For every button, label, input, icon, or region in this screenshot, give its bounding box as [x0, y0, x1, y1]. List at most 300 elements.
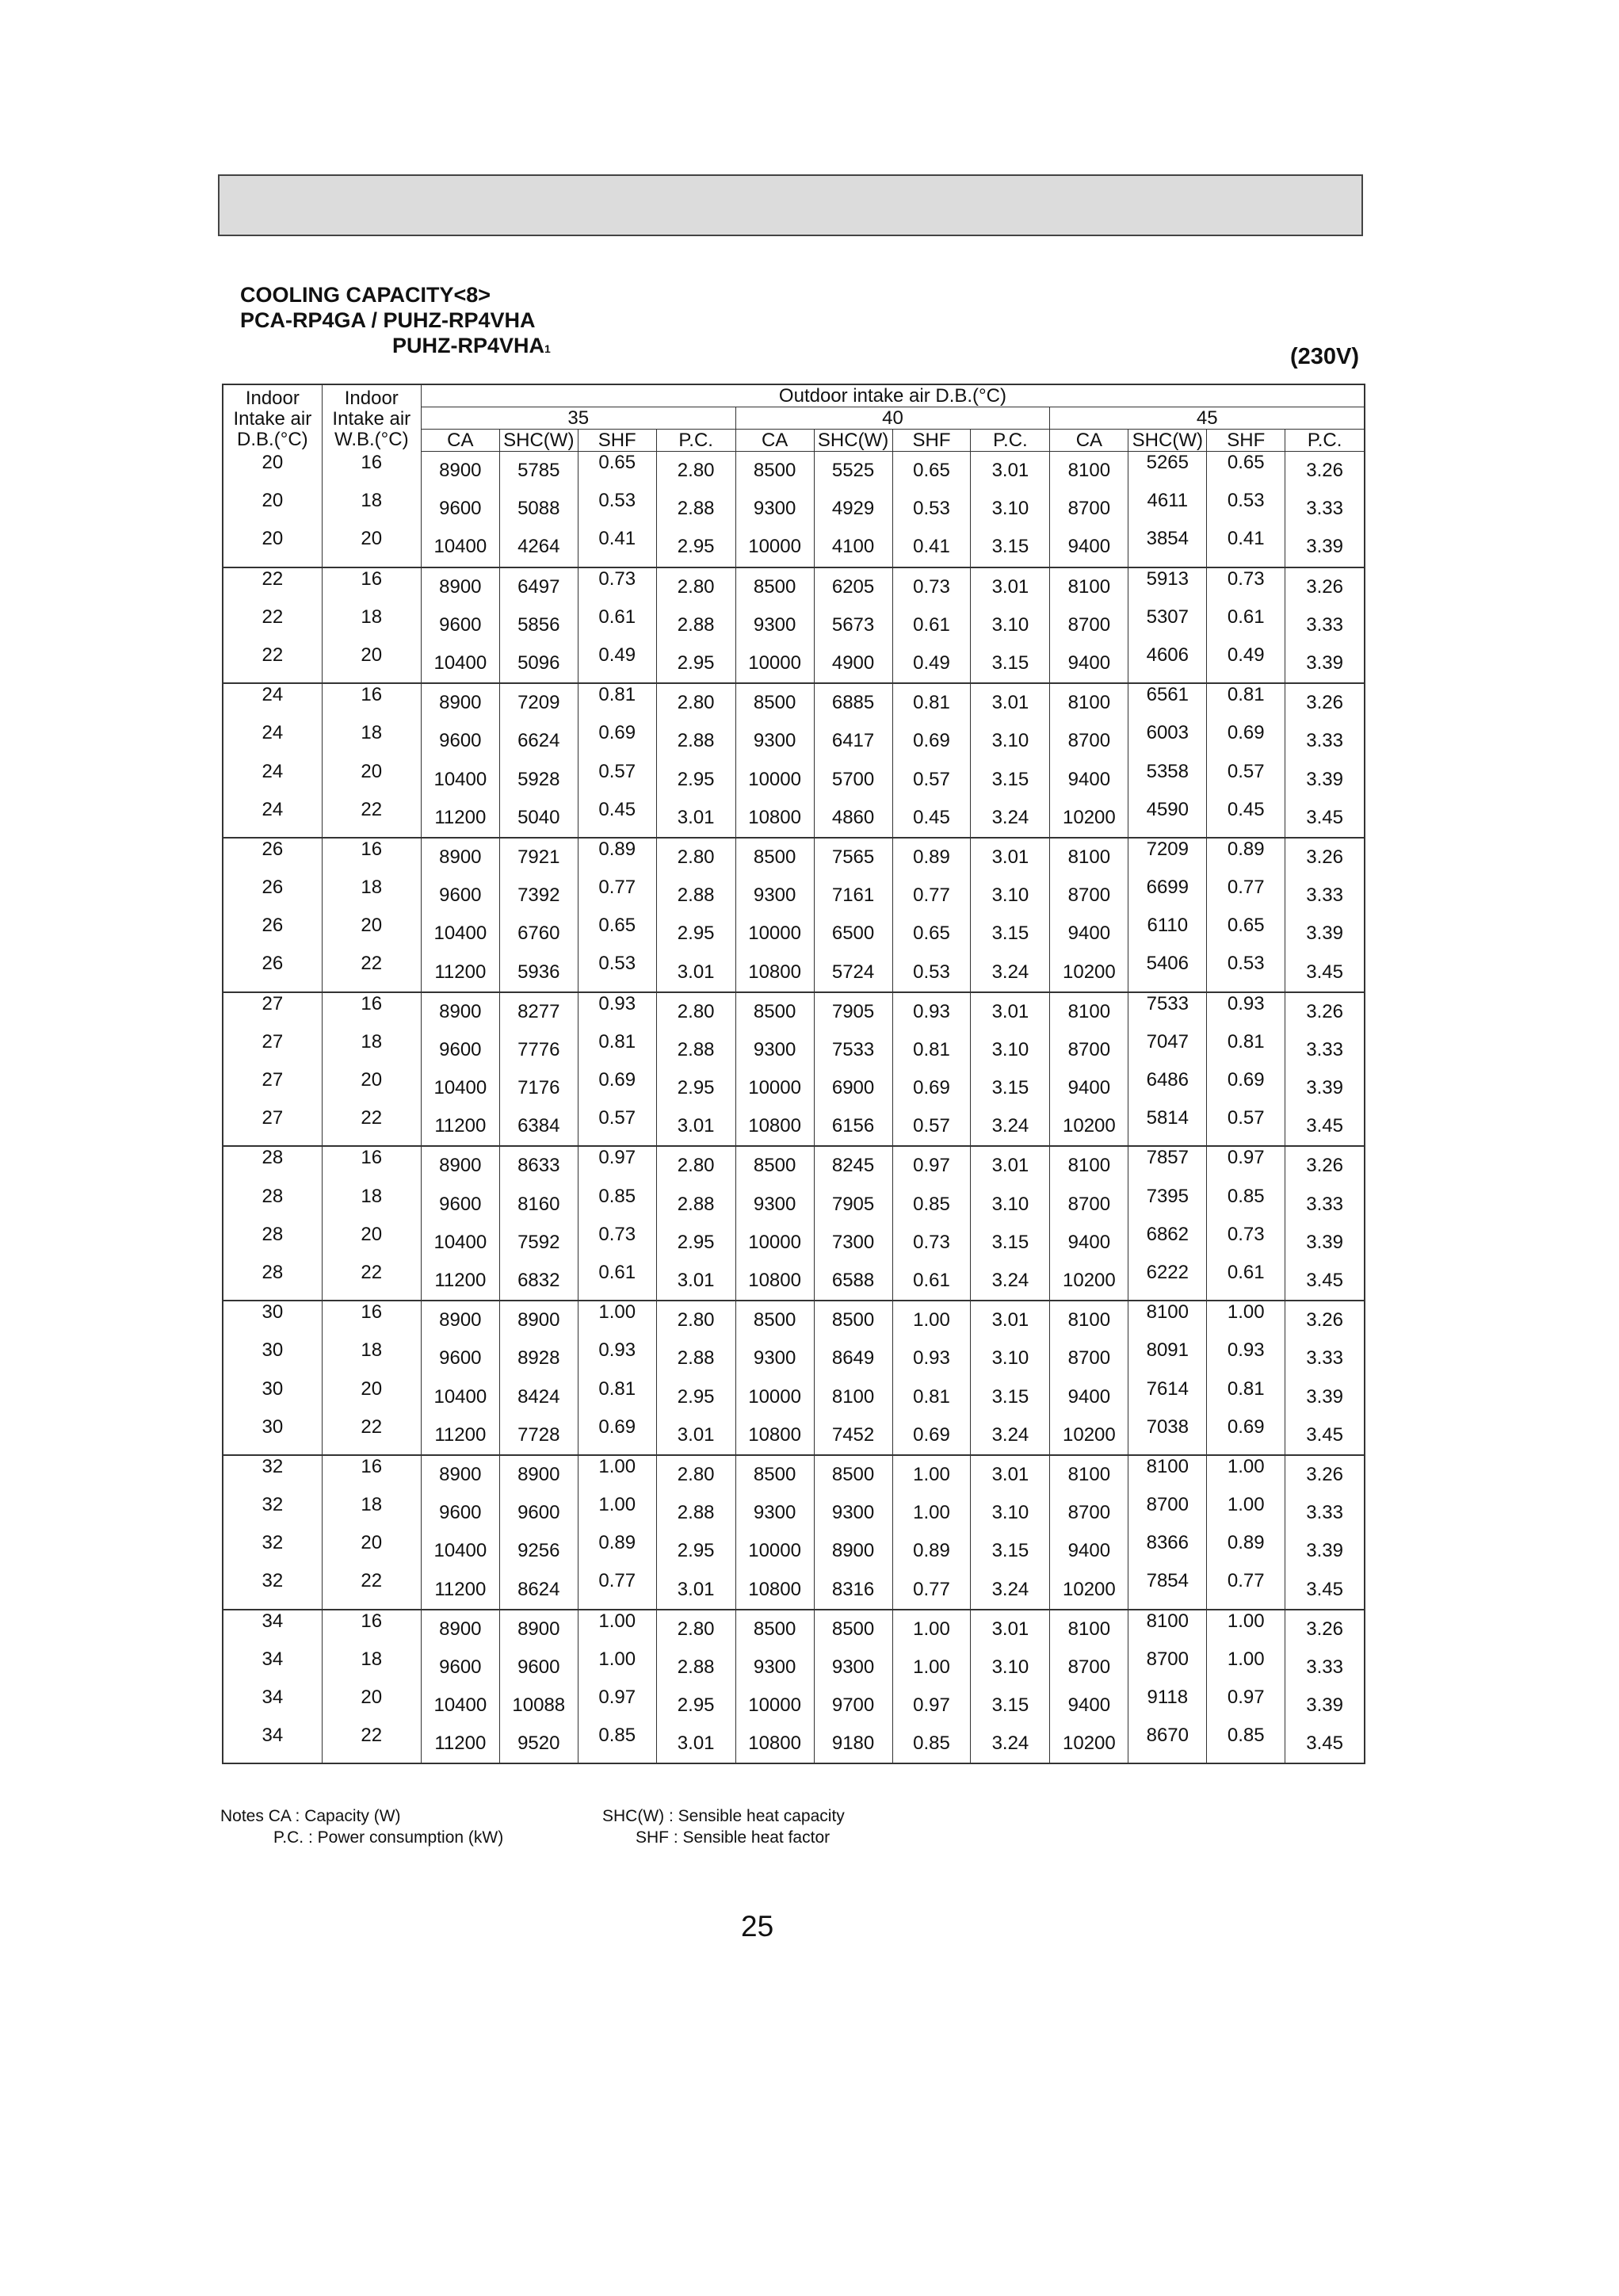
table-row [223, 1725, 1365, 1763]
table-cell: 11200 [421, 1107, 499, 1146]
table-cell: 8100 [1050, 683, 1128, 722]
table-cell: 5096 [499, 644, 578, 683]
table-cell: 3.24 [971, 953, 1050, 991]
table-row [223, 1570, 1365, 1609]
table-cell: 0.93 [1207, 1339, 1285, 1377]
table-cell: 0.77 [1207, 877, 1285, 915]
table-cell: 0.93 [892, 992, 971, 1031]
table-cell: 3.39 [1306, 1385, 1343, 1408]
table-cell: 20 [322, 1687, 421, 1725]
table-cell: 0.81 [1207, 1378, 1285, 1416]
header-subcolumn: SHC(W) [499, 430, 578, 452]
table-cell: 1.00 [1207, 1301, 1285, 1339]
table-cell: 6156 [814, 1107, 892, 1146]
table-cell: 10200 [1050, 799, 1128, 838]
table-cell: 0.61 [1207, 1262, 1285, 1301]
table-cell: 2.95 [656, 915, 735, 953]
table-cell: 1.00 [578, 1455, 656, 1494]
table-row [223, 1031, 1365, 1069]
table-cell: 9300 [814, 1648, 892, 1687]
table-cell: 3.26 [1306, 1309, 1343, 1331]
table-cell: 9300 [735, 606, 814, 644]
table-cell: 8900 [421, 452, 499, 491]
table-cell: 3854 [1128, 528, 1207, 567]
note-shc: SHC(W) : Sensible heat capacity [602, 1807, 845, 1825]
table-cell: 9520 [499, 1725, 578, 1763]
voltage-label: (230V) [1290, 344, 1360, 369]
table-cell: 0.57 [578, 1107, 656, 1146]
table-cell: 8700 [1050, 606, 1128, 644]
table-cell: 2.88 [656, 1648, 735, 1687]
table-row [223, 1416, 1365, 1455]
table-cell: 8700 [1050, 877, 1128, 915]
table-cell: 3.10 [971, 877, 1050, 915]
table-cell: 9400 [1050, 915, 1128, 953]
table-cell: 18 [322, 490, 421, 528]
table-cell: 0.97 [892, 1146, 971, 1185]
table-cell: 18 [322, 606, 421, 644]
table-row [223, 1494, 1365, 1532]
table-cell: 10800 [735, 799, 814, 838]
table-cell: 0.69 [892, 1069, 971, 1107]
header-subcolumn: SHC(W) [1128, 430, 1207, 452]
table-cell: 18 [322, 1339, 421, 1377]
table-cell: 9400 [1050, 1532, 1128, 1570]
table-cell: 9180 [814, 1725, 892, 1763]
table-cell: 32 [223, 1532, 322, 1570]
table-cell: 2.88 [656, 877, 735, 915]
table-cell: 16 [322, 1146, 421, 1185]
table-cell: 3.45 [1306, 1733, 1343, 1755]
table-row [223, 683, 1365, 722]
table-cell: 2.95 [656, 528, 735, 567]
table-cell: 3.10 [971, 606, 1050, 644]
table-row [223, 528, 1365, 567]
table-cell: 8100 [1050, 1146, 1128, 1185]
table-cell: 0.81 [1207, 1031, 1285, 1069]
table-cell: 8100 [814, 1378, 892, 1416]
table-cell: 3.39 [1306, 1694, 1343, 1717]
table-cell: 10000 [735, 1378, 814, 1416]
table-cell: 16 [322, 1455, 421, 1494]
table-cell: 0.97 [578, 1687, 656, 1725]
table-cell: 5700 [814, 761, 892, 799]
table-cell: 0.61 [892, 1262, 971, 1301]
table-cell: 3.33 [1306, 1038, 1343, 1060]
table-cell: 2.80 [656, 992, 735, 1031]
table-cell: 24 [223, 722, 322, 760]
header-indoor-db-line: Indoor [245, 387, 300, 409]
table-cell: 20 [322, 1378, 421, 1416]
table-cell: 9600 [421, 1648, 499, 1687]
header-banner [218, 174, 1363, 236]
table-cell: 0.65 [1207, 915, 1285, 953]
header-indoor-db-line: D.B.(°C) [237, 428, 308, 450]
table-cell: 6003 [1128, 722, 1207, 760]
table-cell: 0.81 [1207, 683, 1285, 722]
table-cell: 3.26 [1306, 1000, 1343, 1022]
table-cell: 10000 [735, 1224, 814, 1262]
table-cell: 22 [322, 799, 421, 838]
table-cell: 28 [223, 1224, 322, 1262]
table-cell: 32 [223, 1455, 322, 1494]
table-cell: 11200 [421, 1262, 499, 1301]
table-cell: 8649 [814, 1339, 892, 1377]
table-cell: 0.89 [1207, 838, 1285, 877]
table-cell: 10800 [735, 1570, 814, 1609]
table-cell: 7395 [1128, 1186, 1207, 1224]
title-line-2: PCA-RP4GA / PUHZ-RP4VHA [240, 308, 536, 332]
table-cell: 8900 [421, 1455, 499, 1494]
table-cell: 10200 [1050, 1107, 1128, 1146]
table-row [223, 1186, 1365, 1224]
table-cell: 0.73 [578, 1224, 656, 1262]
table-cell: 20 [322, 644, 421, 683]
table-cell: 3.39 [1285, 644, 1365, 683]
table-cell: 10000 [735, 644, 814, 683]
table-cell: 3.45 [1285, 1262, 1365, 1301]
table-cell: 22 [223, 606, 322, 644]
title-line-1: COOLING CAPACITY<8> [240, 283, 491, 307]
table-cell: 20 [223, 452, 322, 491]
table-cell: 8500 [735, 992, 814, 1031]
table-cell: 10800 [735, 1725, 814, 1763]
table-cell: 16 [322, 838, 421, 877]
table-cell: 4860 [814, 799, 892, 838]
header-outdoor-temp: 40 [735, 407, 1050, 430]
table-cell: 8277 [499, 992, 578, 1031]
header-outdoor-temp: 45 [1050, 407, 1365, 430]
table-cell: 2.80 [656, 683, 735, 722]
table-cell: 20 [223, 528, 322, 567]
table-cell: 0.69 [1207, 722, 1285, 760]
table-cell: 3.33 [1306, 613, 1343, 636]
table-cell: 3.33 [1306, 1502, 1343, 1524]
table-cell: 7209 [1128, 838, 1207, 877]
table-cell: 6110 [1128, 915, 1207, 953]
table-cell: 7857 [1128, 1146, 1207, 1185]
table-cell: 8900 [421, 1146, 499, 1185]
table-cell: 3.15 [971, 644, 1050, 683]
table-cell: 5785 [499, 452, 578, 491]
table-cell: 0.93 [892, 1339, 971, 1377]
table-cell: 0.65 [892, 452, 971, 491]
table-cell: 9600 [421, 722, 499, 760]
note-ca: Notes CA : Capacity (W) [220, 1807, 401, 1825]
table-cell: 0.53 [892, 953, 971, 991]
table-cell: 3.45 [1285, 1107, 1365, 1146]
table-cell: 30 [223, 1416, 322, 1455]
table-cell: 3.15 [971, 1224, 1050, 1262]
table-cell: 8500 [814, 1455, 892, 1494]
table-cell: 18 [322, 1494, 421, 1532]
table-cell: 5673 [814, 606, 892, 644]
table-cell: 0.77 [578, 1570, 656, 1609]
table-cell: 3.01 [971, 452, 1050, 491]
table-cell: 22 [223, 644, 322, 683]
table-cell: 7161 [814, 877, 892, 915]
table-cell: 3.39 [1306, 923, 1343, 945]
note-shf: SHF : Sensible heat factor [636, 1828, 831, 1847]
table-cell: 0.81 [578, 1031, 656, 1069]
table-cell: 9600 [499, 1494, 578, 1532]
table-cell: 22 [322, 953, 421, 991]
table-cell: 3.33 [1306, 1347, 1343, 1370]
table-cell: 30 [223, 1378, 322, 1416]
table-cell: 20 [322, 915, 421, 953]
table-cell: 0.49 [892, 644, 971, 683]
table-cell: 6222 [1128, 1262, 1207, 1301]
table-cell: 7592 [499, 1224, 578, 1262]
table-row [223, 799, 1365, 838]
table-cell: 3.01 [656, 1416, 735, 1455]
table-cell: 6497 [499, 567, 578, 606]
table-cell: 2.88 [656, 1031, 735, 1069]
table-cell: 3.10 [971, 1031, 1050, 1069]
table-cell: 6885 [814, 683, 892, 722]
table-cell: 9300 [735, 877, 814, 915]
table-cell: 0.73 [892, 1224, 971, 1262]
table-cell: 8900 [421, 567, 499, 606]
table-cell: 9300 [735, 490, 814, 528]
table-cell: 26 [223, 953, 322, 991]
header-indoor-db [223, 384, 322, 452]
table-cell: 8100 [1050, 1301, 1128, 1339]
table-cell: 6500 [814, 915, 892, 953]
table-row [223, 1107, 1365, 1146]
table-cell: 0.49 [578, 644, 656, 683]
table-cell: 0.77 [578, 877, 656, 915]
table-cell: 0.69 [892, 1416, 971, 1455]
table-cell: 8316 [814, 1570, 892, 1609]
table-cell: 26 [223, 838, 322, 877]
table-cell: 6561 [1128, 683, 1207, 722]
table-cell: 8100 [1128, 1610, 1207, 1648]
table-cell: 1.00 [892, 1455, 971, 1494]
table-cell: 22 [322, 1416, 421, 1455]
table-cell: 0.89 [1207, 1532, 1285, 1570]
table-cell: 0.97 [578, 1146, 656, 1185]
table-cell: 0.85 [1207, 1725, 1285, 1763]
table-cell: 8900 [421, 838, 499, 877]
table-cell: 30 [223, 1301, 322, 1339]
table-cell: 0.85 [578, 1186, 656, 1224]
table-cell: 3.15 [971, 915, 1050, 953]
table-cell: 0.45 [1207, 799, 1285, 838]
table-cell: 3.01 [656, 1570, 735, 1609]
table-cell: 1.00 [578, 1610, 656, 1648]
table-cell: 10800 [735, 1262, 814, 1301]
table-cell: 7614 [1128, 1378, 1207, 1416]
table-cell: 0.85 [578, 1725, 656, 1763]
table-cell: 0.57 [1207, 1107, 1285, 1146]
table-cell: 2.95 [656, 761, 735, 799]
table-cell: 20 [322, 528, 421, 567]
table-cell: 0.69 [578, 1069, 656, 1107]
table-cell: 0.53 [1207, 490, 1285, 528]
table-cell: 3.33 [1306, 884, 1343, 907]
table-cell: 4590 [1128, 799, 1207, 838]
table-row [223, 1224, 1365, 1262]
table-cell: 0.41 [892, 528, 971, 567]
table-cell: 2.88 [656, 1494, 735, 1532]
table-cell: 0.89 [578, 838, 656, 877]
header-subcolumn: SHC(W) [814, 430, 892, 452]
table-cell: 0.81 [578, 683, 656, 722]
table-cell: 8500 [735, 452, 814, 491]
table-cell: 3.45 [1285, 1570, 1365, 1609]
table-cell: 1.00 [892, 1494, 971, 1532]
table-cell: 5913 [1128, 567, 1207, 606]
table-cell: 8670 [1128, 1725, 1207, 1763]
table-cell: 8900 [499, 1610, 578, 1648]
table-cell: 9600 [421, 1339, 499, 1377]
table-cell: 7209 [499, 683, 578, 722]
table-cell: 9118 [1128, 1687, 1207, 1725]
table-cell: 0.69 [1207, 1069, 1285, 1107]
table-cell: 3.15 [971, 1687, 1050, 1725]
table-cell: 9600 [421, 1031, 499, 1069]
table-cell: 10400 [421, 644, 499, 683]
table-cell: 9300 [735, 1339, 814, 1377]
table-cell: 0.61 [578, 606, 656, 644]
table-cell: 4611 [1128, 490, 1207, 528]
table-cell: 3.26 [1306, 1463, 1343, 1485]
header-subcolumn: CA [421, 430, 499, 452]
table-cell: 3.33 [1306, 498, 1343, 520]
table-cell: 0.41 [1207, 528, 1285, 567]
table-row [223, 1532, 1365, 1570]
table-cell: 8700 [1050, 1339, 1128, 1377]
table-cell: 5406 [1128, 953, 1207, 991]
table-cell: 10800 [735, 1416, 814, 1455]
table-cell: 34 [223, 1687, 322, 1725]
table-cell: 3.33 [1306, 1193, 1343, 1215]
table-cell: 24 [223, 683, 322, 722]
table-cell: 8700 [1050, 1031, 1128, 1069]
table-cell: 2.95 [656, 1687, 735, 1725]
table-cell: 2.88 [656, 1339, 735, 1377]
header-subcolumn: P.C. [1285, 430, 1365, 452]
table-row [223, 1262, 1365, 1301]
table-cell: 2.80 [656, 838, 735, 877]
table-cell: 0.97 [1207, 1146, 1285, 1185]
table-cell: 3.01 [971, 567, 1050, 606]
table-cell: 20 [322, 1224, 421, 1262]
table-cell: 3.15 [971, 1069, 1050, 1107]
notes-right [602, 1805, 845, 1848]
table-cell: 3.24 [971, 1416, 1050, 1455]
table-cell: 8500 [814, 1610, 892, 1648]
table-cell: 10088 [499, 1687, 578, 1725]
table-cell: 2.80 [656, 452, 735, 491]
table-cell: 3.01 [971, 1455, 1050, 1494]
table-cell: 5814 [1128, 1107, 1207, 1146]
table-cell: 8500 [735, 567, 814, 606]
table-cell: 3.01 [656, 953, 735, 991]
table-cell: 8100 [1050, 1455, 1128, 1494]
title-line-3-text: PUHZ-RP4VHA [392, 334, 545, 357]
table-cell: 8900 [499, 1455, 578, 1494]
table-cell: 0.57 [578, 761, 656, 799]
table-cell: 7776 [499, 1031, 578, 1069]
table-cell: 3.10 [971, 1186, 1050, 1224]
table-cell: 16 [322, 992, 421, 1031]
table-cell: 27 [223, 1031, 322, 1069]
table-cell: 10400 [421, 528, 499, 567]
table-cell: 18 [322, 1031, 421, 1069]
table-cell: 22 [322, 1107, 421, 1146]
table-cell: 3.15 [971, 761, 1050, 799]
table-cell: 6862 [1128, 1224, 1207, 1262]
table-cell: 1.00 [578, 1494, 656, 1532]
table-cell: 3.01 [971, 992, 1050, 1031]
table-cell: 0.57 [1207, 761, 1285, 799]
table-cell: 0.89 [892, 838, 971, 877]
table-cell: 9600 [421, 1186, 499, 1224]
table-cell: 8928 [499, 1339, 578, 1377]
table-row [223, 877, 1365, 915]
table-cell: 8500 [735, 683, 814, 722]
table-cell: 0.61 [578, 1262, 656, 1301]
table-cell: 9400 [1050, 644, 1128, 683]
page-number: 25 [741, 1910, 774, 1943]
table-cell: 1.00 [1207, 1610, 1285, 1648]
table-cell: 9300 [814, 1494, 892, 1532]
table-cell: 8500 [735, 1610, 814, 1648]
table-cell: 7905 [814, 1186, 892, 1224]
table-cell: 9400 [1050, 761, 1128, 799]
table-cell: 8100 [1128, 1301, 1207, 1339]
table-cell: 8700 [1128, 1648, 1207, 1687]
table-cell: 5307 [1128, 606, 1207, 644]
header-indoor-wb-line: Intake air [332, 407, 411, 430]
header-subcolumn: SHF [1207, 430, 1285, 452]
table-cell: 0.65 [892, 915, 971, 953]
table-cell: 3.39 [1306, 1231, 1343, 1253]
table-cell: 10400 [421, 761, 499, 799]
table-cell: 0.65 [578, 915, 656, 953]
table-cell: 3.15 [971, 528, 1050, 567]
table-cell: 16 [322, 452, 421, 491]
table-cell: 6205 [814, 567, 892, 606]
table-cell: 22 [322, 1570, 421, 1609]
cooling-capacity-table [222, 384, 1365, 1764]
table-cell: 3.45 [1285, 799, 1365, 838]
table-cell: 1.00 [1207, 1494, 1285, 1532]
table-cell: 5856 [499, 606, 578, 644]
table-cell: 0.61 [1207, 606, 1285, 644]
table-cell: 0.85 [1207, 1186, 1285, 1224]
table-cell: 4264 [499, 528, 578, 567]
table-cell: 34 [223, 1725, 322, 1763]
table-cell: 7176 [499, 1069, 578, 1107]
table-cell: 0.77 [1207, 1570, 1285, 1609]
table-cell: 9256 [499, 1532, 578, 1570]
table-cell: 0.73 [578, 567, 656, 606]
table-cell: 0.81 [892, 1378, 971, 1416]
table-cell: 8700 [1050, 722, 1128, 760]
table-cell: 11200 [421, 1725, 499, 1763]
table-cell: 11200 [421, 953, 499, 991]
table-row [223, 1069, 1365, 1107]
header-outdoor: Outdoor intake air D.B.(°C) [421, 384, 1365, 407]
table-cell: 8900 [814, 1532, 892, 1570]
table-cell: 11200 [421, 1570, 499, 1609]
table-cell: 9700 [814, 1687, 892, 1725]
table-cell: 10000 [735, 1532, 814, 1570]
table-cell: 1.00 [892, 1648, 971, 1687]
